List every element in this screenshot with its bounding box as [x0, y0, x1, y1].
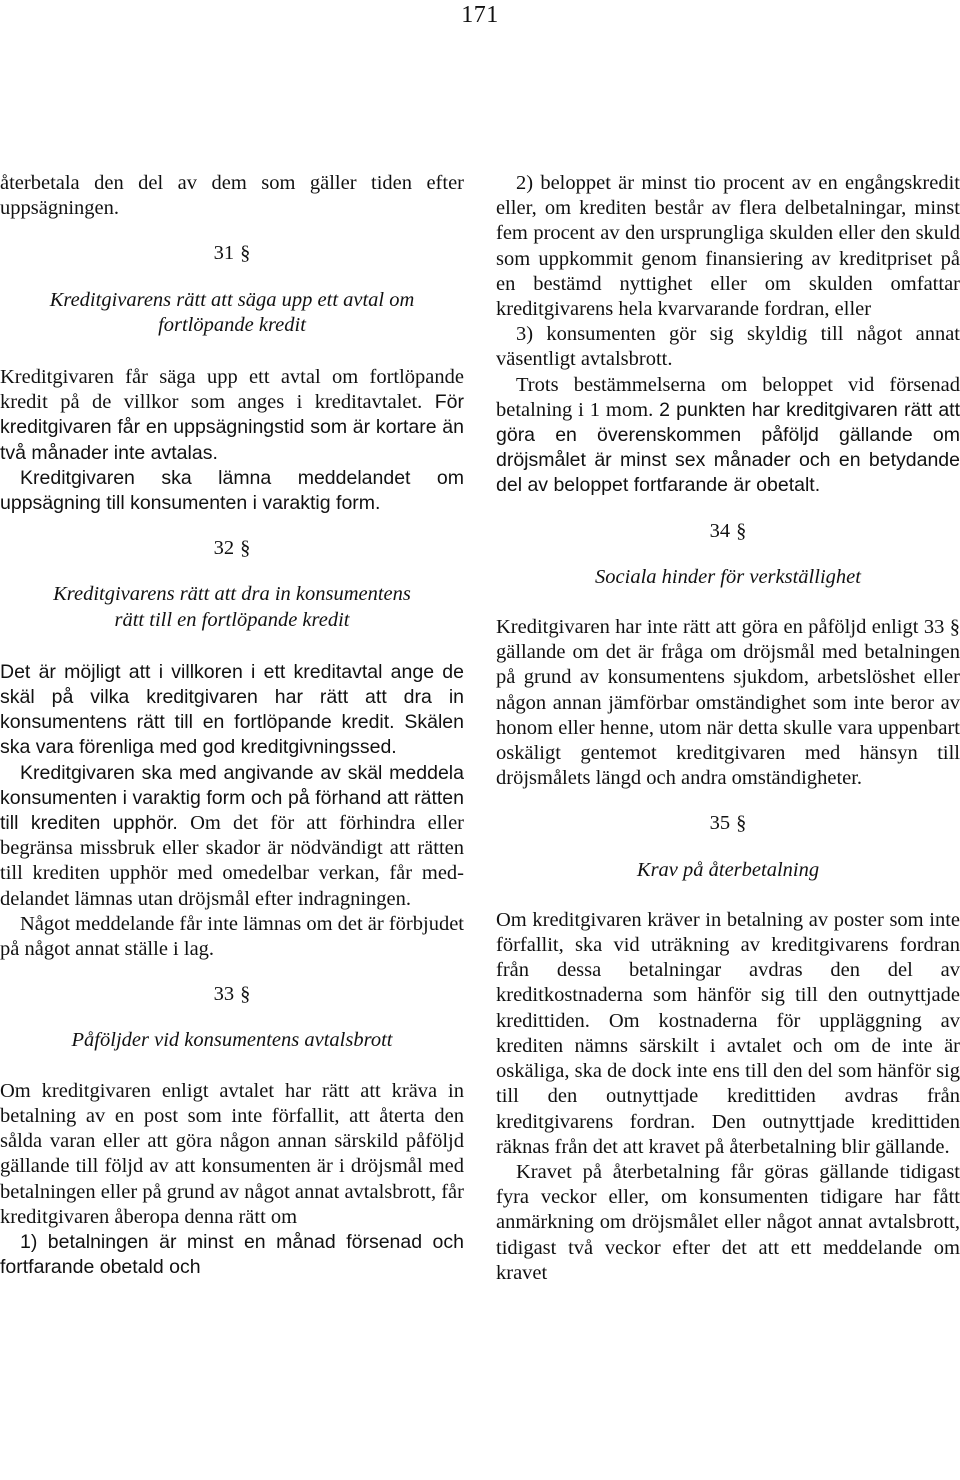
section-35-number: [496, 811, 960, 836]
section-34-title: Sociala hinder för verkställighet: [595, 565, 861, 588]
section-31-title-line-2: fortlöpande kredit: [158, 313, 306, 336]
section-32-number: [0, 536, 464, 561]
section-sign: §: [736, 812, 747, 835]
section-33-num: 33: [213, 983, 235, 1006]
left-column: [0, 171, 464, 1280]
section-34-paragraph-1: Kreditgivaren har inte rätt att göra en påföljd enligt 33 § gällande om det är fråga om dröjsmål med betalningen på grund av konsumentens sjukdom, arbetslöshet eller någon annan jämförbar omständighet som inte beror av honom eller henne, utom när detta skulle vara uppenbart oskäligt gentemot kreditgivaren med hänsyn till dröjsmålets längd och andra omständigheter.: [496, 616, 960, 790]
section-31-title: [0, 288, 464, 338]
section-33-paragraph-trots-sans: 2 punkten har kreditgivaren rätt att göra en överenskommen påföljd gällande om dröjsmålet är minst sex månader och en betydande del av beloppet fortfarande är obetalt.: [496, 398, 960, 497]
section-sign: §: [736, 519, 747, 542]
section-33-item-2: 2) beloppet är minst tio procent av en engångskredit eller, om krediten består av flera delbetalningar, minst fem procent av den ursprungliga skulden eller den skuld som uppkommit genom finansiering av kreditpriset på en bestämd nyttighet eller om skulden omfattar kreditgivarens hela kvarvarande fordran, eller: [496, 172, 960, 321]
section-32-title-line-2: rätt till en fortlöpande kredit: [114, 608, 350, 631]
section-32-title-line-1: Kreditgivarens rätt att dra in konsumentens: [53, 583, 411, 606]
section-33-title: Påföljder vid konsumentens avtalsbrott: [71, 1029, 393, 1052]
section-31-paragraph-1: [0, 365, 464, 466]
section-31-title-line-1: Kreditgivarens rätt att säga upp ett avtal om: [49, 288, 415, 311]
section-34-num: 34: [709, 519, 731, 542]
page-number: 171: [461, 2, 499, 28]
section-32-paragraph-1: Det är möjligt att i villkoren i ett kreditavtal ange de skäl på vilka kreditgivaren har rätt att dra in konsumentens rätt till en fortlöpande kredit. Skälen ska vara förenliga med god kreditgivningssed.: [0, 660, 464, 759]
section-32-paragraph-2-serif: Om det för att förhindra eller begränsa missbruk eller skador är nödvändigt att rätten till krediten upphör med omedelbar verkan, får meddelandet lämnas utan dröjsmål efter indragningen.: [0, 812, 465, 910]
intro-paragraph: återbetala den del av dem som gäller tiden efter uppsägningen.: [0, 172, 464, 220]
section-sign: §: [240, 537, 251, 560]
section-35-title: Krav på återbetalning: [636, 858, 820, 881]
section-34-number: [496, 519, 960, 544]
section-31-num: 31: [213, 242, 235, 265]
section-33-paragraph-1: Om kreditgivaren enligt avtalet har rätt att kräva in betalning av en post som inte förfallit, att återta den sålda varan eller att göra någon annan särskild påföljd gällande till följd av att konsumenten är i dröjsmål med betalningen eller på grund av något annat avtalsbrott, får kreditgivaren åberopa denna rätt om: [0, 1079, 464, 1228]
section-33-paragraph-trots-serif: Trots bestämmelserna om beloppet vid försenad betalning i 1 mom.: [496, 373, 960, 421]
section-33-number: [0, 982, 464, 1007]
section-35-paragraph-1: Om kreditgivaren kräver in betalning av poster som inte förfallit, ska vid uträkning av kreditgivarens fordran från dessa betalningar avdras den del av kreditkostnaderna som hänför sig till den outnyttjade kredittiden. Om kostnaderna för uppläggning av krediten nämns särskilt i avtalet och om de inte är oskäliga, ska de dock inte ens till den del som hänför sig till den outnyttjade kredittiden avdras från kreditgivarens fordran. Den outnyttjade kredittiden räknas från det att kravet på återbetalning blir gällande.: [496, 908, 960, 1158]
section-33-item-3: 3) konsumenten gör sig skyldig till något annat väsentligt avtalsbrott.: [496, 323, 960, 371]
section-31-paragraph-2: Kreditgivaren ska lämna meddelandet om uppsägning till konsumenten i varaktig form.: [0, 466, 464, 515]
section-31-number: [0, 241, 464, 266]
section-31-paragraph-1-serif: Kreditgivaren får säga upp ett avtal om fortlöpande kredit på de villkor som anges i kreditavtalet.: [0, 366, 464, 414]
section-32-paragraph-3: Något meddelande får inte lämnas om det är förbjudet på något annat ställe i lag.: [0, 912, 465, 961]
section-sign: §: [240, 983, 251, 1006]
section-32-num: 32: [213, 537, 235, 560]
section-33-item-1: 1) betalningen är minst en månad försenad och fortfarande obetald och: [0, 1230, 464, 1279]
right-column: [496, 171, 960, 1286]
section-32-title: [0, 582, 464, 632]
section-33-paragraph-trots: [496, 373, 960, 499]
section-32-paragraph-2-sans: Kreditgivaren ska med angivande av skäl meddela konsumenten i varaktig form och på förhand att rätten till krediten upphör.: [0, 761, 464, 835]
section-35-num: 35: [709, 812, 731, 835]
section-35-paragraph-2: Kravet på återbetalning får göras gällande tidigast fyra veckor eller, om konsumenten tidigare har fått anmärkning om dröjsmålet eller något annat avtalsbrott, tidigast två veckor efter det att ett meddelande om kravet: [496, 1160, 960, 1284]
section-31-paragraph-1-sans: För kreditgivaren får en uppsägningstid som är kortare än två månader inte avtalas.: [0, 391, 464, 464]
section-32-paragraph-2: [0, 761, 464, 912]
section-sign: §: [240, 242, 251, 265]
